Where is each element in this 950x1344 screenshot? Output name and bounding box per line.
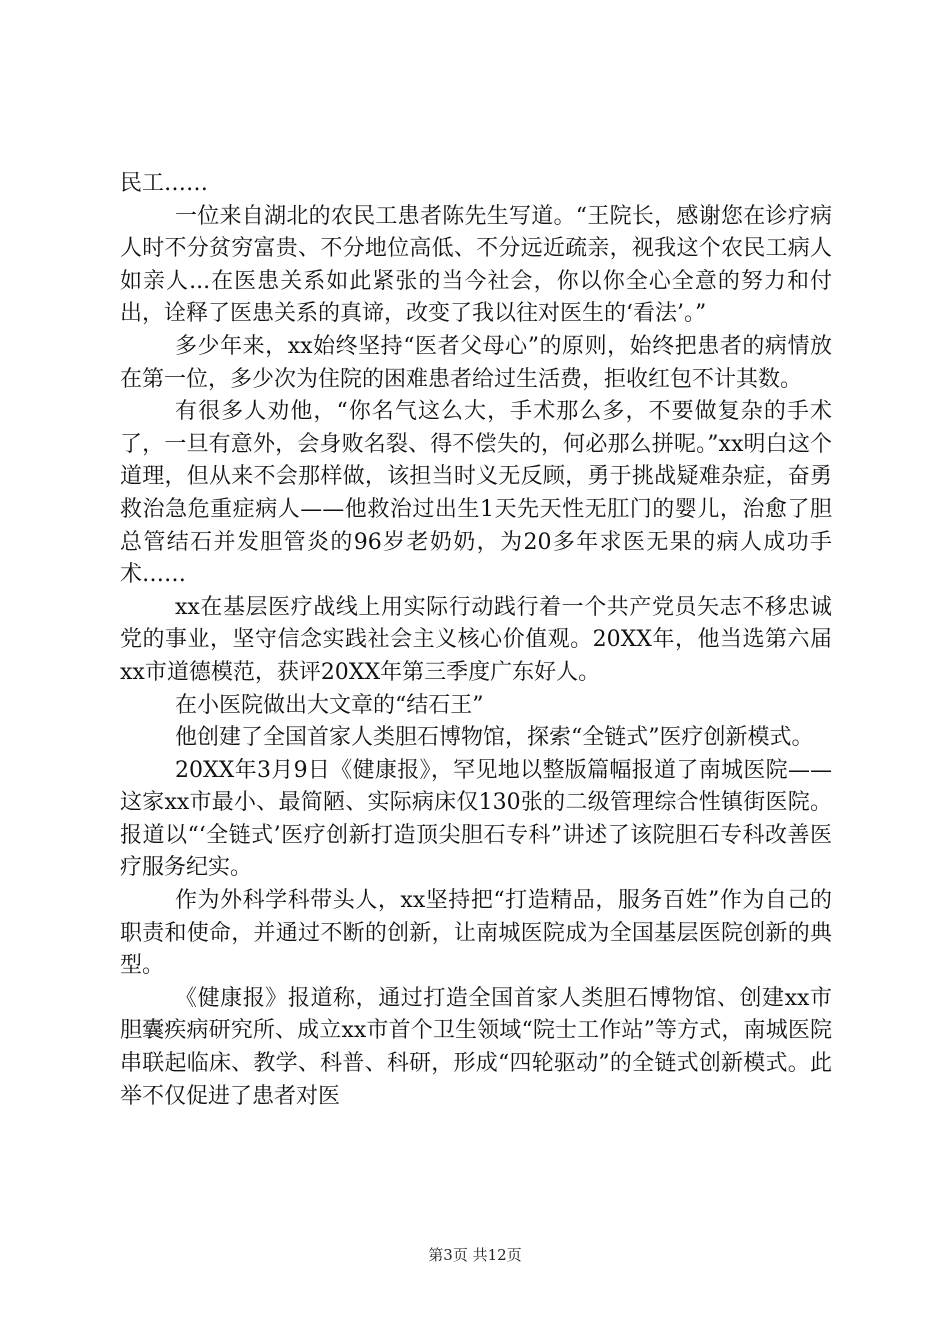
section-heading: 在小医院做出大文章的“结石王” [175,692,484,718]
paragraph: 他创建了全国首家人类胆石博物馆，探索“全链式”医疗创新模式。 [175,725,814,751]
paragraph: 《健康报》报道称，通过打造全国首家人类胆石博物馆、创建xx市胆囊疾病研究所、成立xx市首个卫生领域“院士工作站”等方式，南城医院串联起临床、教学、科普、科研，形成“四轮驱动”的全链式创新模式。此举不仅促进了患者对医 [120,985,832,1109]
document-body [120,168,832,1113]
paragraph: 有很多人劝他，“你名气这么大，手术那么多，不要做复杂的手术了，一旦有意外，会身败名裂、得不偿失的，何必那么拼呢。”xx明白这个道理，但从来不会那样做，该担当时义无反顾，勇于挑战疑难杂症，奋勇救治急危重症病人——他救治过出生1天先天性无肛门的婴儿，治愈了胆总管结石并发胆管炎的96岁老奶奶，为20多年求医无果的病人成功手术…… [120,399,832,588]
paragraph: 作为外科学科带头人，xx坚持把“打造精品，服务百姓”作为自己的职责和使命，并通过不断的创新，让南城医院成为全国基层医院创新的典型。 [120,888,832,979]
paragraph: xx在基层医疗战线上用实际行动践行着一个共产党员矢志不移忠诚党的事业，坚守信念实践社会主义核心价值观。20XX年，他当选第六届xx市道德模范，获评20XX年第三季度广东好人。 [120,594,832,685]
paragraph-continuation: 民工…… [120,171,209,196]
paragraph: 20XX年3月9日《健康报》，罕见地以整版篇幅报道了南城医院——这家xx市最小、最简陋、实际病床仅130张的二级管理综合性镇街医院。报道以“‘全链式’医疗创新打造顶尖胆石专科”讲述了该院胆石专科改善医疗服务纪实。 [120,757,832,881]
page-footer: 第3页 共12页 [428,1246,522,1264]
paragraph: 多少年来，xx始终坚持“医者父母心”的原则，始终把患者的病情放在第一位，多少次为住院的困难患者给过生活费，拒收红包不计其数。 [120,333,832,392]
paragraph: 一位来自湖北的农民工患者陈先生写道。“王院长，感谢您在诊疗病人时不分贫穷富贵、不分地位高低、不分远近疏亲，视我这个农民工病人如亲人...在医患关系如此紧张的当今社会，你以你全心全意的努力和付出，诠释了医患关系的真谛，改变了我以往对医生的‘看法’。” [120,203,832,327]
